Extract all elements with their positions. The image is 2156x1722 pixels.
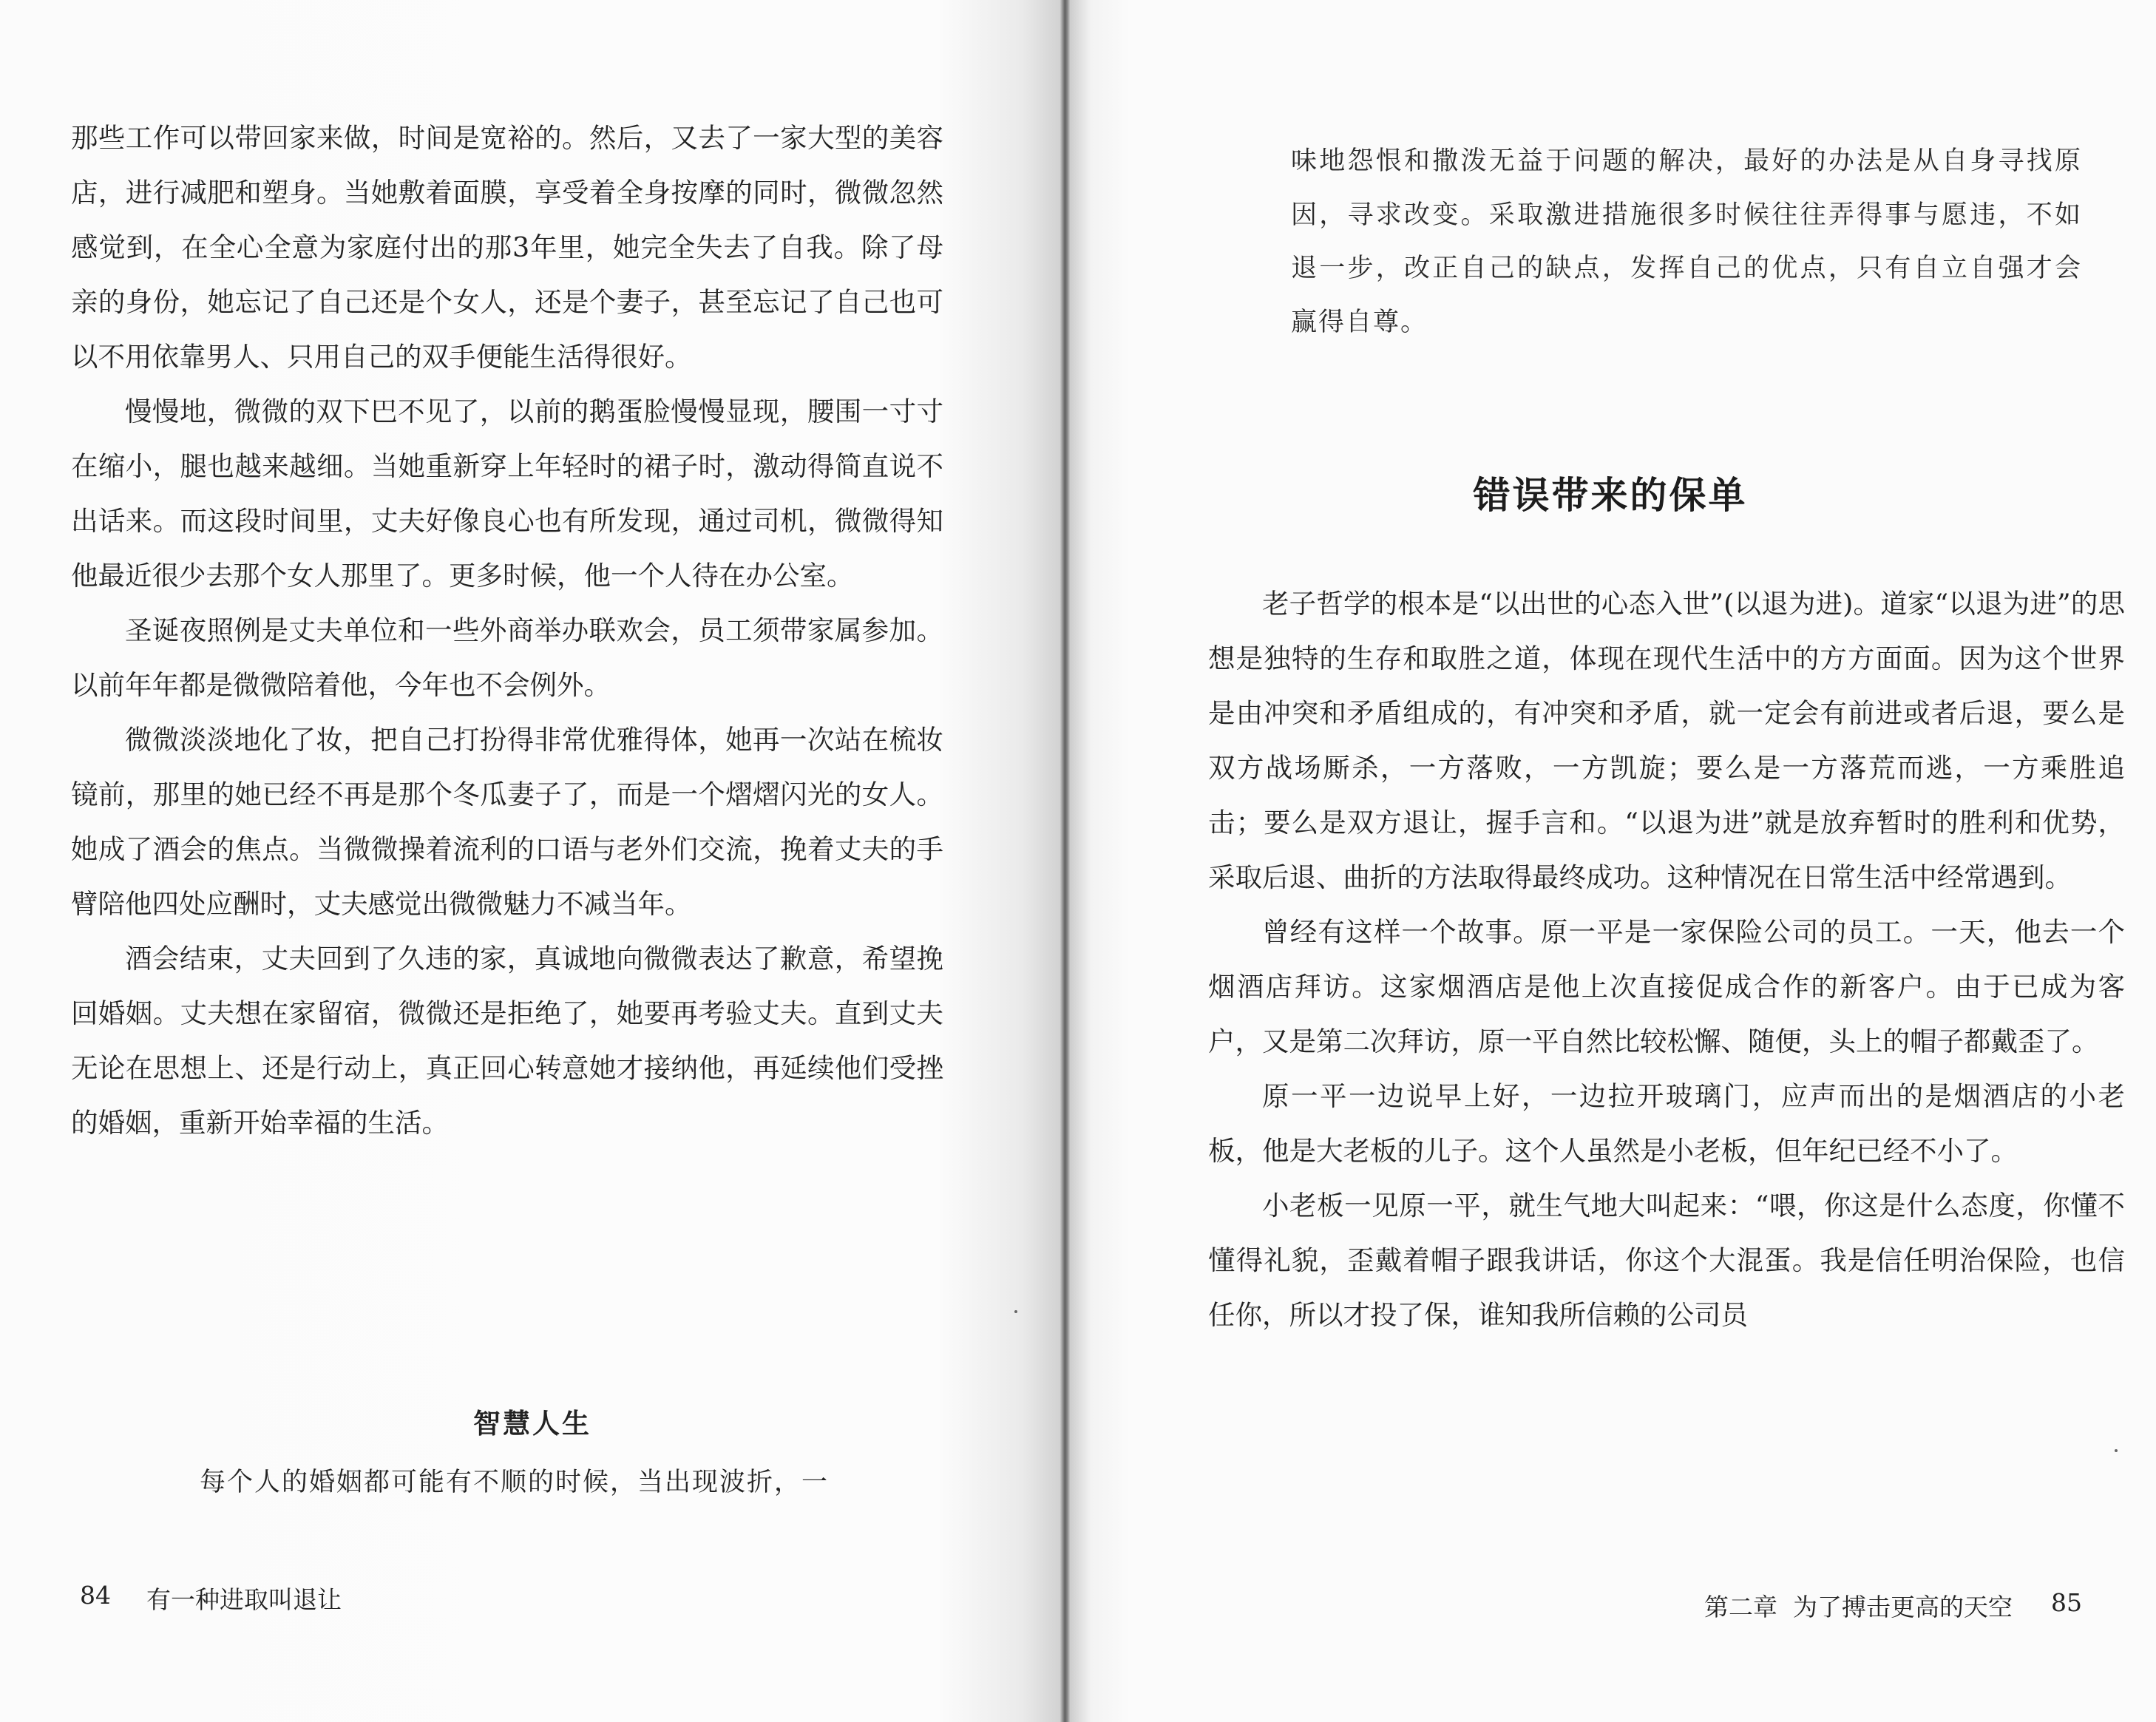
left-paragraph-5: 酒会结束，丈夫回到了久违的家，真诚地向微微表达了歉意，希望挽回婚姻。丈夫想在家留宿，微微还是拒绝了，她要再考验丈夫。直到丈夫无论在思想上、还是行动上，真正回心转意她才接纳他，再延续他们受挫的婚姻，重新开始幸福的生活。 [71,943,943,1139]
right-paragraph-3: 原一平一边说早上好，一边拉开玻璃门，应声而出的是烟酒店的小老板，他是大老板的儿子。这个人虽然是小老板，但年纪已经不小了。 [1208,1080,2125,1167]
book-gutter [1060,0,1071,1722]
right-page-number: 85 [2051,1588,2082,1617]
running-book-title: 有一种进取叫退让 [146,1585,342,1614]
right-paragraph-2: 曾经有这样一个故事。原一平是一家保险公司的员工。一天，他去一个烟酒店拜访。这家烟酒店是他上次直接促成合作的新客户。由于已成为客户，又是第二次拜访，原一平自然比较松懈、随便，头上的帽子都戴歪了。 [1208,916,2125,1057]
left-page [0,0,1065,1722]
scan-speck [1014,1310,1017,1313]
left-paragraph-4: 微微淡淡地化了妆，把自己打扮得非常优雅得体，她再一次站在梳妆镜前，那里的她已经不再是那个冬瓜妻子了，而是一个熠熠闪光的女人。她成了酒会的焦点。当微微操着流利的口语与老外们交流，挽着丈夫的手臂陪他四处应酬时，丈夫感觉出微微魅力不减当年。 [71,724,943,920]
left-footer [80,1581,342,1616]
wisdom-box-text: 每个人的婚姻都可能有不顺的时候，当出现波折，一 [200,1468,830,1497]
right-paragraph-1: 老子哲学的根本是“以出世的心态入世”(以退为进)。道家“以退为进”的思想是独特的生存和取胜之道，体现在现代生活中的方方面面。因为这个世界是由冲突和矛盾组成的，有冲突和矛盾，就一定会有前进或者后退，要么是双方战场厮杀，一方落败，一方凯旋；要么是一方落荒而逃，一方乘胜追击；要么是双方退让，握手言和。“以退为进”就是放弃暂时的胜利和优势，采取后退、曲折的方法取得最终成功。这种情况在日常生活中经常遇到。 [1208,588,2125,893]
chapter-title: 为了搏击更高的天空 [1793,1593,2013,1621]
scan-speck [2115,1449,2118,1452]
left-paragraph-1: 那些工作可以带回家来做，时间是宽裕的。然后，又去了一家大型的美容店，进行减肥和塑身。当她敷着面膜，享受着全身按摩的同时，微微忽然感觉到，在全心全意为家庭付出的那3年里，她完全失去了自我。除了母亲的身份，她忘记了自己还是个女人，还是个妻子，甚至忘记了自己也可以不用依靠男人、只用自己的双手便能生活得很好。 [71,122,943,373]
left-paragraph-2: 慢慢地，微微的双下巴不见了，以前的鹅蛋脸慢慢显现，腰围一寸寸在缩小，腿也越来越细。当她重新穿上年轻时的裙子时，激动得简直说不出话来。而这段时间里，丈夫好像良心也有所发现，通过司机，微微得知他最近很少去那个女人那里了。更多时候，他一个人待在办公室。 [71,396,943,591]
right-paragraph-4: 小老板一见原一平，就生气地大叫起来：“喂，你这是什么态度，你懂不懂得礼貌，歪戴着帽子跟我讲话，你这个大混蛋。我是信任明治保险，也信任你，所以才投了保，谁知我所信赖的公司员 [1208,1190,2125,1331]
chapter-label: 第二章 [1704,1593,1778,1621]
chapter-heading [1704,1588,2013,1623]
wisdom-box-continuation [1291,135,2082,349]
left-paragraph-3: 圣诞夜照例是丈夫单位和一些外商举办联欢会，员工须带家属参加。以前年年都是微微陪着他，今年也不会例外。 [71,614,943,701]
left-body-text [71,111,943,1150]
right-body-text [1208,577,2125,1343]
right-footer [1704,1588,2082,1623]
wisdom-continuation-text: 味地怨恨和撒泼无益于问题的解决，最好的办法是从自身寻找原因，寻求改变。采取激进措施很多时候往往弄得事与愿违，不如退一步，改正自己的缺点，发挥自己的优点，只有自立自强才会赢得自尊。 [1291,146,2082,337]
right-page [1065,0,2156,1722]
wisdom-box-title: 智慧人生 [473,1407,591,1440]
left-page-number: 84 [80,1581,111,1610]
section-title: 错误带来的保单 [1473,474,1748,517]
